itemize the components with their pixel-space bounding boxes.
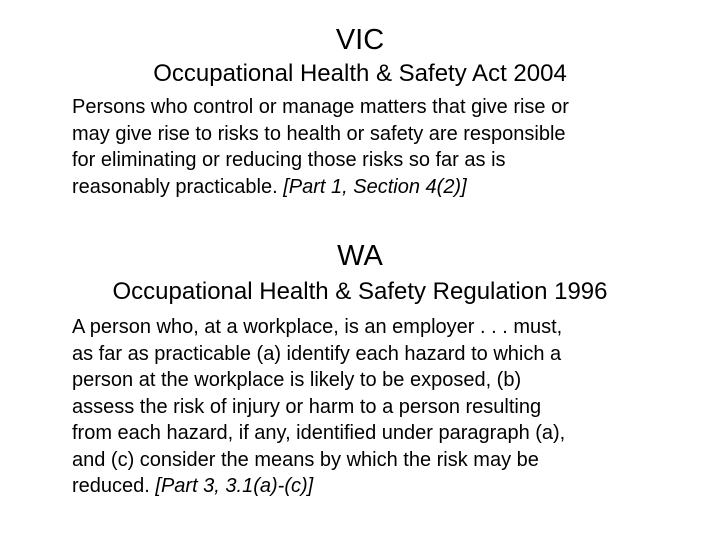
- vic-heading: VIC: [335, 24, 385, 56]
- vic-citation: [Part 1, Section 4(2)]: [283, 175, 467, 198]
- wa-paragraph: [72, 314, 692, 500]
- wa-citation: [Part 3, 3.1(a)-(c)]: [155, 475, 314, 497]
- vic-paragraph: [72, 94, 692, 200]
- wa-paragraph-text: A person who, at a workplace, is an employer . . . must, as far as practicable (a) identify each hazard to which a person at the workplace is likely to be exposed, (b) assess the risk of injury or harm to a person resulting from each hazard, if any, identified under paragraph (a), and (c) consider the means by which the risk may be reduced.: [72, 316, 566, 497]
- wa-regulation-title: Occupational Health & Safety Regulation 1996: [112, 278, 608, 305]
- wa-heading: WA: [337, 240, 383, 272]
- vic-act-title: Occupational Health & Safety Act 2004: [153, 60, 567, 87]
- vic-paragraph-text: Persons who control or manage matters that give rise or may give rise to risks to health or safety are responsible for eliminating or reducing those risks so far as is reasonably practicable.: [72, 96, 569, 198]
